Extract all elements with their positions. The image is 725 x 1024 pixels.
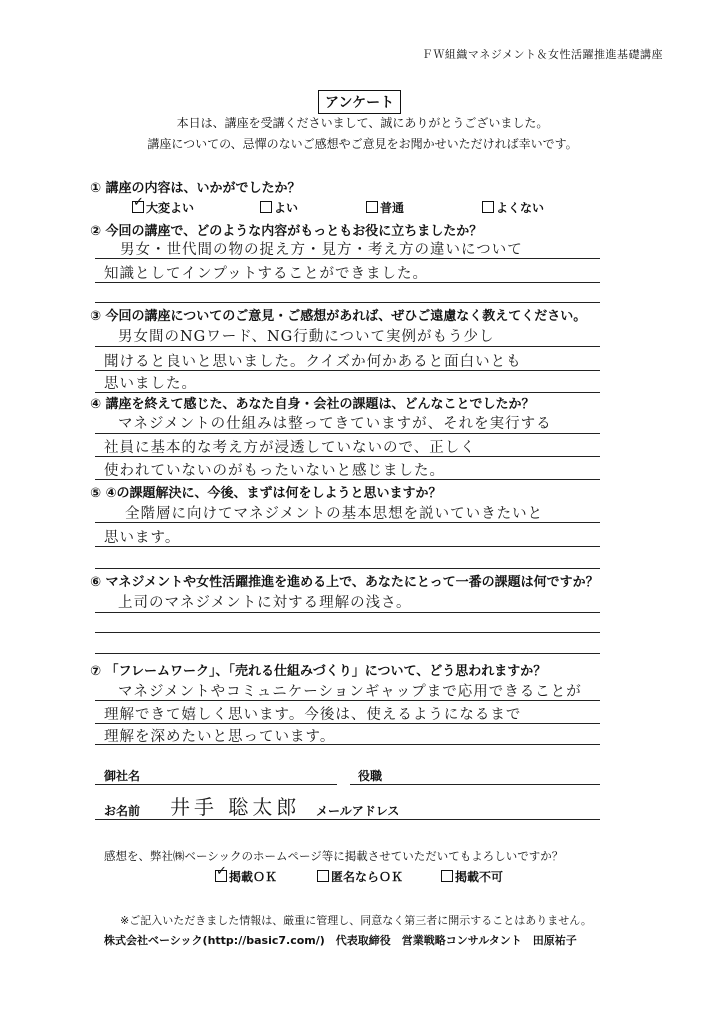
consent-option-2-label: 匿名ならＯＫ xyxy=(331,870,404,884)
q3-answer-line-1: 男女間のNGワード、NG行動について実例がもう少し xyxy=(118,329,495,345)
question-4: ④ 講座を終えて感じた、あなた自身・会社の課題は、どんなことでしたか？ xyxy=(90,397,535,412)
survey-title: アンケート xyxy=(318,90,401,114)
q4-answer-line-3: 使われていないのがもったいないと感じました。 xyxy=(104,463,445,479)
answer-line xyxy=(95,612,600,613)
q1-option-4-label: よくない xyxy=(496,201,545,215)
q3-answer-line-2: 聞けると良いと思いました。クイズか何かあると面白いとも xyxy=(104,354,522,370)
course-title: ＦＷ組織マネジメント＆女性活躍推進基礎講座 xyxy=(421,48,663,61)
consent-option-3[interactable] xyxy=(441,868,503,885)
question-7: ⑦ 「フレームワーク」、「売れる仕組みづくり」について、どう思われますか？ xyxy=(90,664,547,679)
question-2: ② 今回の講座で、どのような内容がもっともお役に立ちましたか？ xyxy=(90,224,483,239)
q7-answer-line-3: 理解を深めたいと思っています。 xyxy=(104,729,336,745)
answer-line xyxy=(95,479,600,480)
company-credit: 株式会社ベーシック(http://basic7.com/) 代表取締役 営業戦略コンサルタント 田原祐子 xyxy=(104,934,577,947)
consent-option-2[interactable] xyxy=(317,868,403,885)
checkbox-icon xyxy=(366,201,378,213)
q1-option-3[interactable] xyxy=(366,199,404,216)
answer-line xyxy=(95,546,600,547)
q4-answer-line-2: 社員に基本的な考え方が浸透していないので、正しく xyxy=(104,440,476,456)
name-underline xyxy=(95,819,600,820)
answer-line xyxy=(95,370,600,371)
q2-answer-line-2: 知識としてインプットすることができました。 xyxy=(104,266,429,282)
q1-option-1-label: 大変よい xyxy=(146,201,195,215)
privacy-note: ※ご記入いただきました情報は、厳重に管理し、同意なく第三者に開示することはありません。 xyxy=(120,914,592,927)
q5-answer-line-1: 全階層に向けてマネジメントの基本思想を説いていきたいと xyxy=(125,506,544,522)
position-label: 役職 xyxy=(358,769,383,783)
q1-option-4[interactable] xyxy=(482,199,544,216)
consent-option-1-label: 掲載ＯＫ xyxy=(229,870,278,884)
answer-line xyxy=(95,653,600,654)
answer-line xyxy=(95,433,600,434)
answer-line xyxy=(95,456,600,457)
name-field[interactable]: 井手 聡太郎 xyxy=(170,795,301,819)
answer-line xyxy=(95,346,600,347)
company-underline xyxy=(95,784,337,785)
q7-answer-line-2: 理解できて嬉しく思います。今後は、使えるようになるまで xyxy=(104,707,522,723)
q5-answer-line-2: 思います。 xyxy=(104,530,181,546)
checkmark-icon: ✓ xyxy=(133,195,144,210)
intro-line-1: 本日は、講座を受講くださいまして、誠にありがとうございました。 xyxy=(176,116,549,130)
answer-line xyxy=(95,744,600,745)
answer-line xyxy=(95,632,600,633)
answer-line xyxy=(95,723,600,724)
answer-line xyxy=(95,700,600,701)
consent-option-3-label: 掲載不可 xyxy=(455,870,504,884)
q1-option-2-label: よい xyxy=(274,201,299,215)
answer-line xyxy=(95,258,600,259)
intro-line-2: 講座についての、忌憚のないご感想やご意見をお聞かせいただければ幸いです。 xyxy=(147,137,578,151)
question-1: ① 講座の内容は、いかがでしたか？ xyxy=(90,181,301,196)
q6-answer-line-1: 上司のマネジメントに対する理解の浅さ。 xyxy=(118,595,412,611)
position-underline xyxy=(350,784,600,785)
checkbox-icon xyxy=(441,870,453,882)
answer-line xyxy=(95,302,600,303)
checkbox-icon xyxy=(317,870,329,882)
checkbox-icon xyxy=(482,201,494,213)
q3-answer-line-3: 思いました。 xyxy=(104,376,197,392)
checkbox-icon xyxy=(260,201,272,213)
question-3: ③ 今回の講座についてのご意見・ご感想があれば、ぜひご遠慮なく教えてください。 xyxy=(90,309,587,324)
name-label: お名前 xyxy=(104,804,141,818)
q7-answer-line-1: マネジメントやコミュニケーションギャップまで応用できることが xyxy=(118,684,582,700)
q1-option-3-label: 普通 xyxy=(380,201,405,215)
checkmark-icon: ✓ xyxy=(216,864,227,879)
answer-line xyxy=(95,522,600,523)
consent-question: 感想を、弊社㈱ベーシックのホームページ等に掲載させていただいてもよろしいですか？ xyxy=(104,849,564,863)
company-label: 御社名 xyxy=(104,769,141,783)
answer-line xyxy=(95,282,600,283)
q1-option-2[interactable] xyxy=(260,199,298,216)
q2-answer-line-1: 男女・世代間の物の捉え方・見方・考え方の違いについて xyxy=(120,242,523,258)
q4-answer-line-1: マネジメントの仕組みは整ってきていますが、それを実行する xyxy=(118,416,552,432)
question-5: ⑤ ④の課題解決に、今後、まずは何をしようと思いますか？ xyxy=(90,486,442,501)
answer-line xyxy=(95,568,600,569)
email-label: メールアドレス xyxy=(316,804,400,818)
question-6: ⑥ マネジメントや女性活躍推進を進める上で、あなたにとって一番の課題は何ですか？ xyxy=(90,575,599,590)
